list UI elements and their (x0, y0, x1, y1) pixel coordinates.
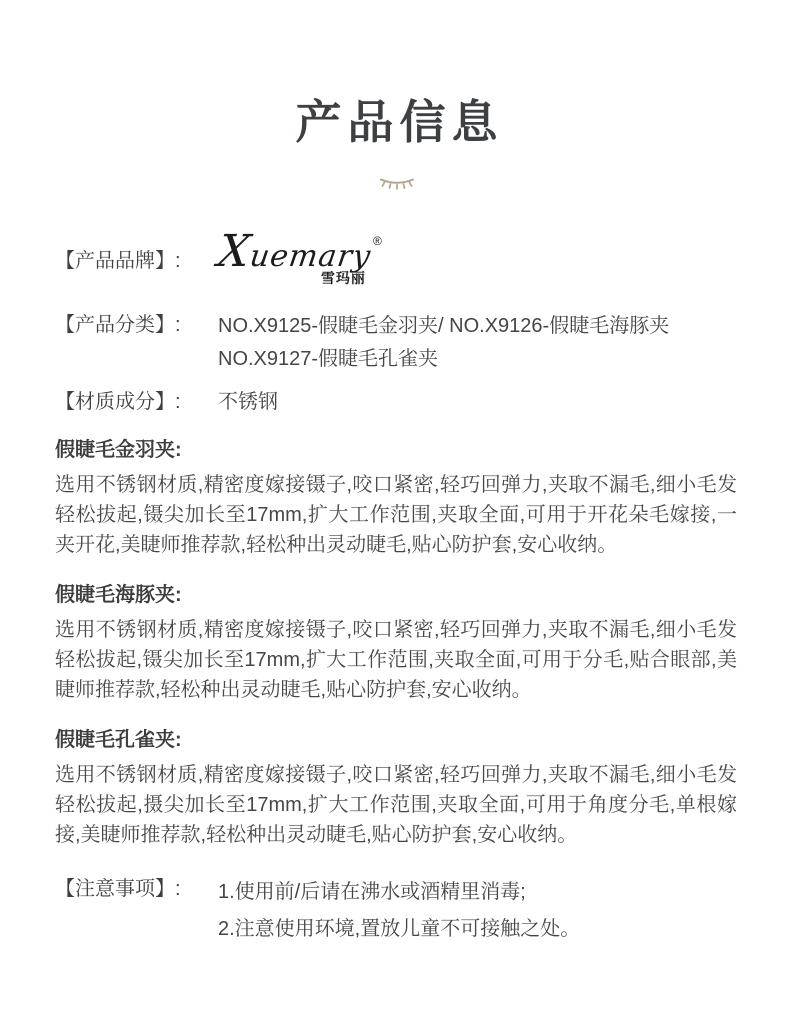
category-label: 【产品分类】: (55, 313, 181, 336)
brand-row (55, 225, 738, 288)
category-row (55, 310, 738, 376)
brand-label: 【产品品牌】: (55, 250, 181, 273)
material-value: 不锈钢 (218, 390, 278, 413)
product-info-page (0, 96, 790, 1021)
section-heading: 假睫毛孔雀夹: (55, 728, 182, 751)
section-body: 选用不锈钢材质,精密度嫁接镊子,咬口紧密,轻巧回弹力,夹取不漏毛,细小毛发轻松拔起,镊尖加长至17mm,扩大工作范围,夹取全面,可用于分毛,贴合眼部,美睫师推荐款,轻松种出灵动睫毛,贴心防护套,安心收纳。 (55, 618, 737, 701)
notes-label: 【注意事项】: (55, 877, 181, 900)
section-heading: 假睫毛金羽夹: (55, 438, 182, 461)
section-heading: 假睫毛海豚夹: (55, 583, 182, 606)
eyelash-icon (55, 175, 738, 193)
note-item-1: 1.使用前/后请在沸水或酒精里消毒; (218, 880, 526, 903)
material-label: 【材质成分】: (55, 390, 181, 413)
brand-logo-chinese-name: 雪玛丽 (320, 269, 366, 286)
brand-logo (214, 225, 382, 288)
registered-trademark-icon: ® (373, 233, 382, 248)
material-row (55, 387, 738, 417)
section-peacock-tweezer (55, 726, 738, 850)
page-title: 产品信息 (295, 96, 504, 148)
section-dolphin-tweezer (55, 581, 738, 705)
category-line-2: NO.X9127-假睫毛孔雀夹 (218, 347, 439, 370)
category-line-1: NO.X9125-假睫毛金羽夹/ NO.X9126-假睫毛海豚夹 (218, 314, 670, 337)
note-item-2: 2.注意使用环境,置放儿童不可接触之处。 (218, 917, 581, 940)
section-body: 选用不锈钢材质,精密度嫁接镊子,咬口紧密,轻巧回弹力,夹取不漏毛,细小毛发轻松拔起,摄尖加长至17mm,扩大工作范围,夹取全面,可用于角度分毛,单根嫁接,美睫师推荐款,轻松种出灵动睫毛,贴心防护套,安心收纳。 (55, 763, 737, 846)
notes-row (55, 874, 738, 948)
section-body: 选用不锈钢材质,精密度嫁接镊子,咬口紧密,轻巧回弹力,夹取不漏毛,细小毛发轻松拔起,镊尖加长至17mm,扩大工作范围,夹取全面,可用于开花朵毛嫁接,一夹开花,美睫师推荐款,轻松种出灵动睫毛,贴心防护套,安心收纳。 (55, 473, 737, 556)
section-golden-feather-tweezer (55, 436, 738, 560)
brand-logo-wordmark: Xuemary (214, 225, 374, 277)
